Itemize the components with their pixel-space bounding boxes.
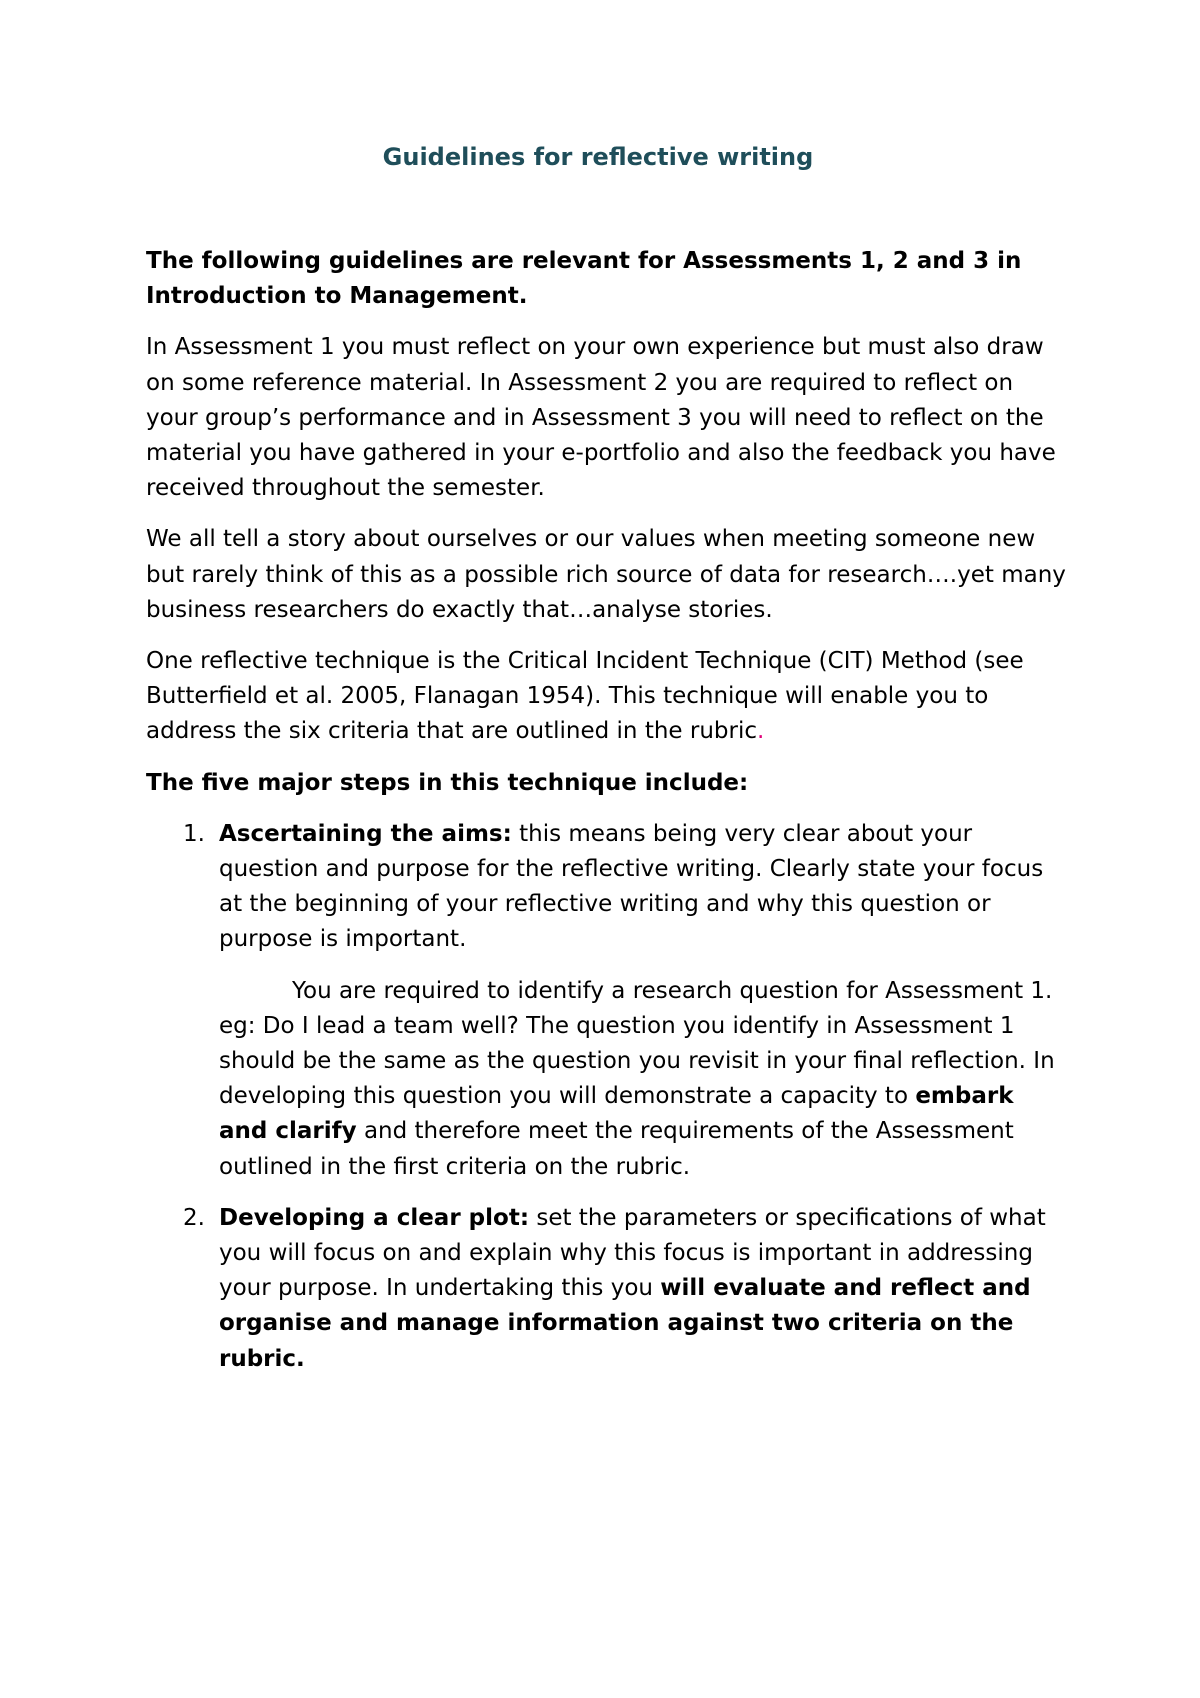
- list-item-step-1: [146, 817, 1066, 958]
- page-title: Guidelines for reflective writing: [382, 143, 814, 171]
- sub-text-before: You are required to identify a research question for Assessment 1. eg: Do I lead a team well? The question you identify in Assessment 1 should be the same as the question you revisit in your final reflection. In developing this question you will demonstrate a capacity to: [219, 977, 1055, 1110]
- list-item-step-2: [146, 1201, 1066, 1377]
- step-text: this means being very clear about your question and purpose for the reflective writing. Clearly state your focus at the beginning of your reflective writing and why this question or purpose is important.: [219, 820, 1044, 953]
- step-label: Developing a clear plot:: [219, 1204, 530, 1231]
- step-number: 1.: [183, 820, 205, 847]
- steps-heading: The five major steps in this technique include:: [146, 769, 749, 796]
- technique-paragraph-text: One reflective technique is the Critical Incident Technique (CIT) Method (see Butterfield et al. 2005, Flanagan 1954). This technique will enable you to address the six criteria that are outlined in the rubric: [146, 648, 1024, 745]
- step-text: set the parameters or specifications of what you will focus on and explain why this focus is important in addressing your purpose. In undertaking this you: [219, 1204, 1046, 1302]
- document-body: [146, 244, 1066, 1393]
- sub-text-bold: embark and clarify: [219, 1083, 1014, 1145]
- step-text-bold: will evaluate and reflect and organise and manage information against two criteria on the rubric.: [219, 1275, 1031, 1372]
- step-1-sub-paragraph: [219, 974, 1066, 1185]
- technique-paragraph-end: .: [757, 718, 765, 745]
- intro-paragraph: The following guidelines are relevant for Assessments 1, 2 and 3 in Introduction to Management.: [146, 248, 1022, 310]
- steps-list-continued: [146, 1201, 1066, 1377]
- story-paragraph: We all tell a story about ourselves or our values when meeting someone new but rarely think of this as a possible rich source of data for research….yet many business researchers do exactly that…analyse stories.: [146, 526, 1066, 623]
- step-label: Ascertaining the aims:: [219, 820, 512, 847]
- steps-list: [146, 817, 1066, 958]
- assessment-paragraph: In Assessment 1 you must reflect on your own experience but must also draw on some reference material. In Assessment 2 you are required to reflect on your group’s performance and in Assessment 3 you will need to reflect on the material you have gathered in your e-portfolio and also the feedback you have received throughout the semester.: [146, 334, 1056, 502]
- step-number: 2.: [183, 1204, 205, 1231]
- sub-text-after: and therefore meet the requirements of the Assessment outlined in the first criteria on the rubric.: [219, 1118, 1014, 1180]
- technique-paragraph: [146, 644, 1066, 750]
